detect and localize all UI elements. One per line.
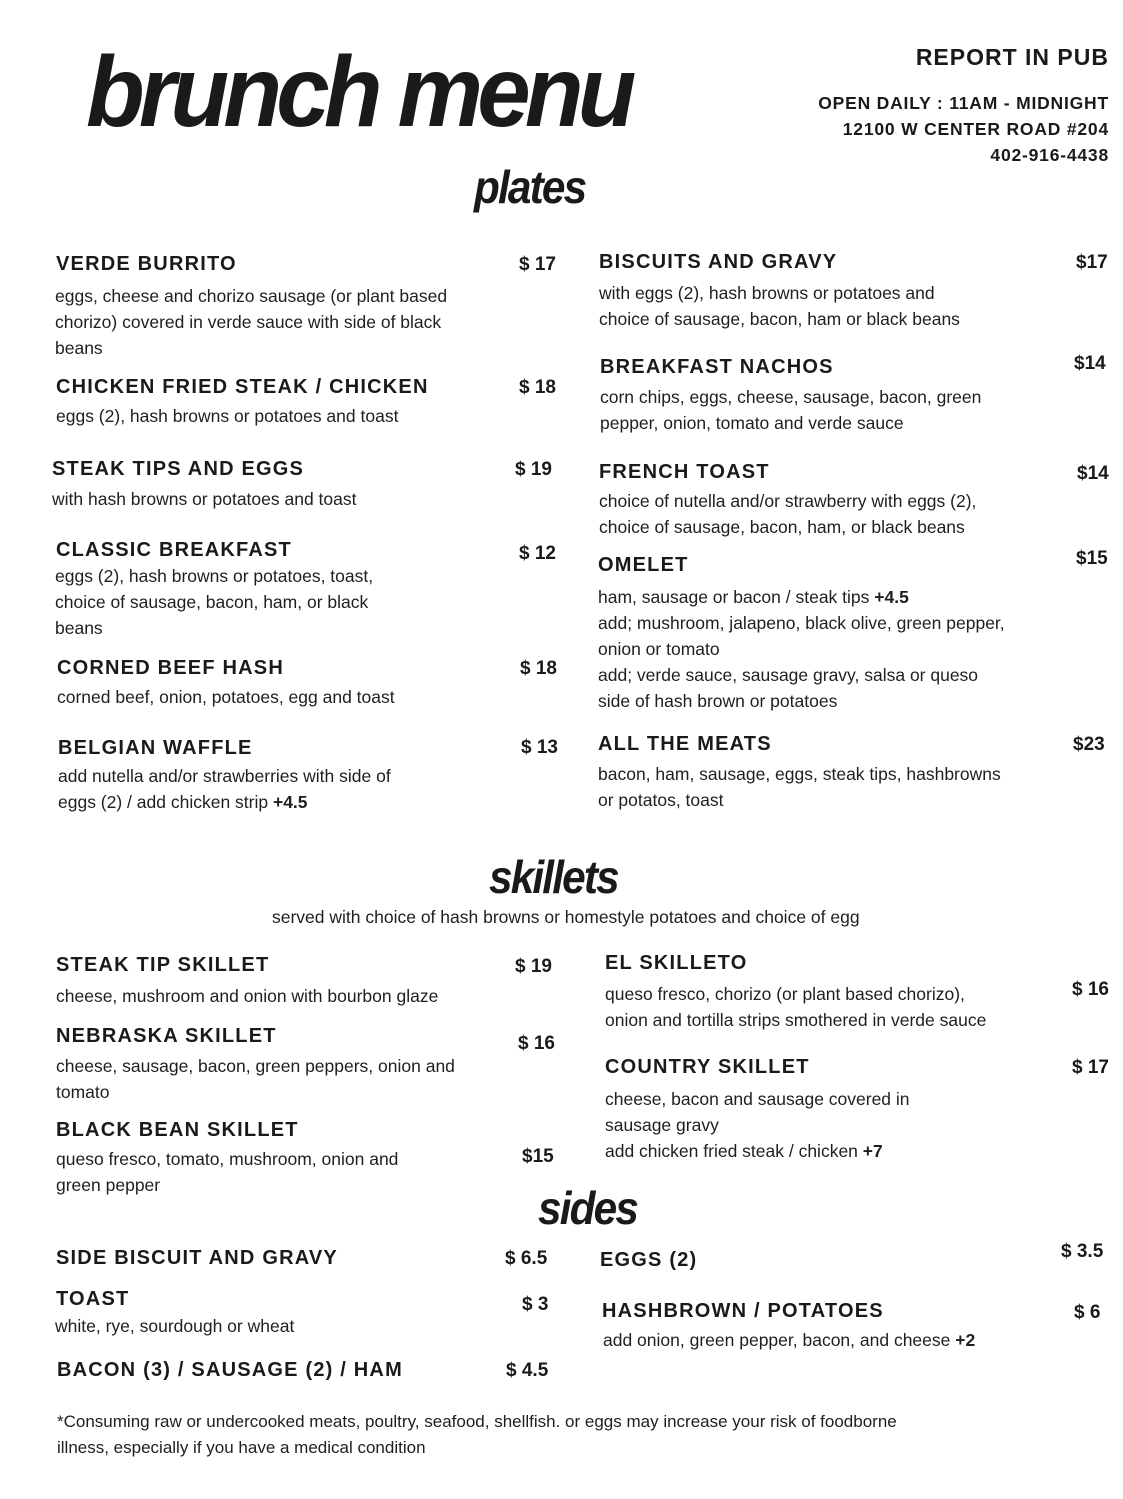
section-title-plates: plates <box>474 161 586 213</box>
item-description: eggs (2), hash browns or potatoes and toast <box>56 406 399 426</box>
item-price: $ 16 <box>518 1033 555 1054</box>
item-name: OMELET <box>598 554 689 576</box>
skillets-subtitle: served with choice of hash browns or homestyle potatoes and choice of egg <box>272 907 860 927</box>
addon-price: +2 <box>955 1330 976 1350</box>
item-description: choice of nutella and/or strawberry with eggs (2), choice of sausage, bacon, ham, or black beans <box>599 491 977 537</box>
item-name: BELGIAN WAFFLE <box>58 737 253 759</box>
item-name: EGGS (2) <box>600 1249 698 1271</box>
item-price: $15 <box>1076 548 1108 569</box>
item-name: EL SKILLETO <box>605 952 748 974</box>
item-price: $ 18 <box>519 377 556 398</box>
item-price: $ 18 <box>520 658 557 679</box>
item-description: white, rye, sourdough or wheat <box>55 1316 295 1336</box>
menu-title: brunch menu <box>86 36 631 148</box>
item-price: $ 3 <box>522 1294 549 1315</box>
item-price: $23 <box>1073 734 1105 755</box>
item-description: ham, sausage or bacon / steak tips +4.5 add; mushroom, jalapeno, black olive, green pepper, onion or tomato add; verde sauce, sausage gravy, salsa or queso side of hash brown or potatoes <box>598 587 1005 711</box>
item-price: $ 6 <box>1074 1302 1101 1323</box>
item-price: $14 <box>1074 353 1106 374</box>
item-price: $ 3.5 <box>1061 1241 1104 1262</box>
hours: OPEN DAILY : 11AM - MIDNIGHT <box>818 93 1109 113</box>
item-name: VERDE BURRITO <box>56 253 237 275</box>
item-price: $ 19 <box>515 459 552 480</box>
item-description: bacon, ham, sausage, eggs, steak tips, hashbrowns or potatos, toast <box>598 764 1001 810</box>
item-name: BACON (3) / SAUSAGE (2) / HAM <box>57 1359 403 1381</box>
item-description: queso fresco, chorizo (or plant based chorizo), onion and tortilla strips smothered in verde sauce <box>605 984 987 1030</box>
item-name: BREAKFAST NACHOS <box>600 356 834 378</box>
item-name: COUNTRY SKILLET <box>605 1056 810 1078</box>
item-description: corn chips, eggs, cheese, sausage, bacon, green pepper, onion, tomato and verde sauce <box>600 387 982 433</box>
item-name: CORNED BEEF HASH <box>57 657 284 679</box>
item-name: TOAST <box>56 1288 130 1310</box>
addon-price: +4.5 <box>272 792 308 812</box>
address: 12100 W CENTER ROAD #204 <box>842 119 1109 139</box>
phone: 402-916-4438 <box>990 145 1109 165</box>
item-description: add nutella and/or strawberries with side of eggs (2) / add chicken strip +4.5 <box>58 766 391 812</box>
food-safety-disclaimer: *Consuming raw or undercooked meats, poultry, seafood, shellfish. or eggs may increase your risk of foodborne illness, especially if you have a medical condition <box>57 1412 897 1457</box>
item-price: $ 6.5 <box>505 1248 548 1269</box>
item-name: STEAK TIPS AND EGGS <box>52 458 305 480</box>
item-description: add onion, green pepper, bacon, and cheese +2 <box>603 1330 976 1350</box>
item-description: with hash browns or potatoes and toast <box>52 489 357 509</box>
item-price: $ 19 <box>515 956 552 977</box>
item-description: cheese, sausage, bacon, green peppers, onion and tomato <box>56 1056 455 1102</box>
item-name: STEAK TIP SKILLET <box>56 954 270 976</box>
item-name: SIDE BISCUIT AND GRAVY <box>56 1247 338 1269</box>
item-price: $ 16 <box>1072 979 1109 1000</box>
addon-price: +7 <box>862 1141 883 1161</box>
item-price: $15 <box>522 1146 554 1167</box>
section-title-skillets: skillets <box>489 851 618 903</box>
item-price: $ 17 <box>519 254 556 275</box>
item-price: $14 <box>1077 463 1109 484</box>
item-description: corned beef, onion, potatoes, egg and toast <box>57 687 395 707</box>
restaurant-info <box>818 42 1109 168</box>
item-price: $ 17 <box>1072 1057 1109 1078</box>
restaurant-name: REPORT IN PUB <box>915 44 1109 70</box>
item-name: FRENCH TOAST <box>599 461 770 483</box>
item-description: eggs, cheese and chorizo sausage (or plant based chorizo) covered in verde sauce with side of black beans <box>55 286 448 358</box>
item-name: CLASSIC BREAKFAST <box>56 539 292 561</box>
item-price: $17 <box>1076 252 1108 273</box>
item-price: $ 13 <box>521 737 558 758</box>
item-description: eggs (2), hash browns or potatoes, toast, choice of sausage, bacon, ham, or black beans <box>55 566 374 638</box>
item-description: cheese, bacon and sausage covered in sausage gravy add chicken fried steak / chicken +7 <box>605 1089 910 1161</box>
item-name: BLACK BEAN SKILLET <box>56 1119 299 1141</box>
item-price: $ 12 <box>519 543 556 564</box>
item-name: NEBRASKA SKILLET <box>56 1025 277 1047</box>
item-name: BISCUITS AND GRAVY <box>599 251 838 273</box>
section-title-sides: sides <box>538 1182 638 1234</box>
item-name: ALL THE MEATS <box>598 733 772 755</box>
item-name: HASHBROWN / POTATOES <box>602 1300 884 1322</box>
item-description: with eggs (2), hash browns or potatoes and choice of sausage, bacon, ham or black beans <box>599 283 960 329</box>
item-description: queso fresco, tomato, mushroom, onion and green pepper <box>56 1149 399 1195</box>
item-price: $ 4.5 <box>506 1360 549 1381</box>
addon-price: +4.5 <box>874 587 909 607</box>
item-description: cheese, mushroom and onion with bourbon glaze <box>56 986 439 1006</box>
item-name: CHICKEN FRIED STEAK / CHICKEN <box>56 376 429 398</box>
